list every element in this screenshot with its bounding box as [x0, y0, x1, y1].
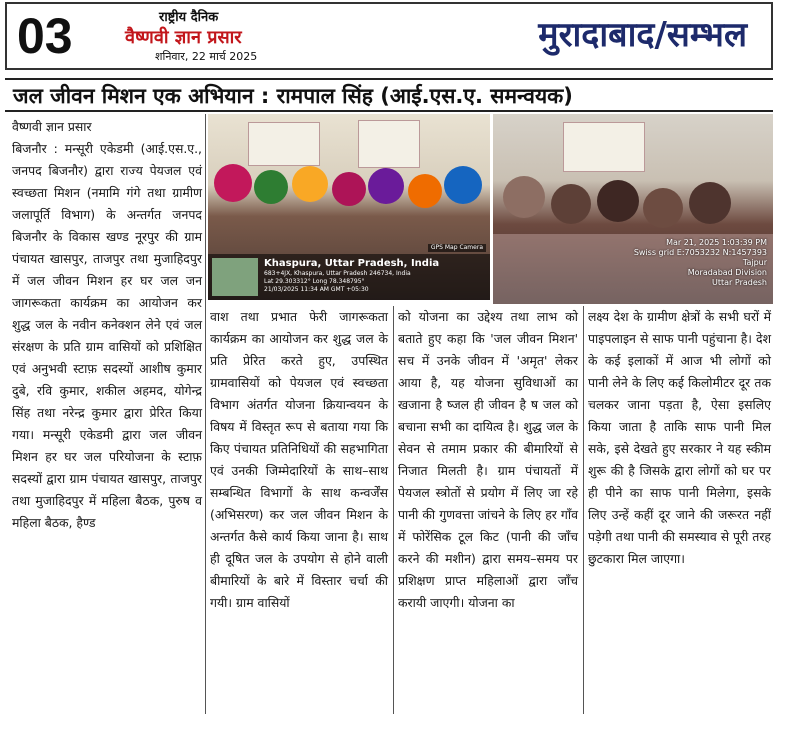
attendee	[597, 180, 639, 222]
map-thumbnail	[212, 258, 258, 296]
article-column-1	[12, 116, 202, 534]
photo-coordinates: Lat 29.303312° Long 78.348795°	[264, 278, 365, 285]
masthead	[5, 2, 773, 70]
column-rule	[583, 306, 584, 714]
attendee	[444, 166, 482, 204]
photo-address: 683+4JX, Khaspura, Uttar Pradesh 246734, India	[264, 270, 411, 277]
column-rule	[205, 114, 206, 714]
attendee	[254, 170, 288, 204]
issue-date: शनिवार, 22 मार्च 2025	[155, 50, 258, 63]
attendee	[551, 184, 591, 224]
wall-banner	[248, 122, 320, 166]
photo-2-division: Moradabad Division	[687, 268, 767, 277]
article-column-4: लक्ष्य देश के ग्रामीण क्षेत्रों के सभी घरों में पाइपलाइन से साफ पानी पहुंचाना है। देश के कई इलाकों में आज भी लोगों को पानी लेने के लिए कई किलोमीटर दूर तक चलकर जाना पड़ता है, ऐसा इसलिए किया जाता है ताकि साफ पानी मिल सके, इसे देखते हुए सरकार ने यह स्कीम शुरू की है जिसके द्वारा लोगों को घर पर ही पीने का साफ पानी मिलेगा, इसके लिए उन्हें कहीं दूर जाने की जरूरत नहीं पड़ेगी तथा पानी की समस्याव से पूरी तरह छुटकारा मिल जाएगा।	[588, 309, 771, 566]
headline-band	[5, 78, 773, 112]
paper-tagline: राष्ट्रीय दैनिक	[159, 10, 219, 25]
article-byline: वैष्णवी ज्ञान प्रसार	[12, 119, 92, 134]
column-rule	[393, 306, 394, 714]
event-photo-1	[208, 114, 490, 300]
article-headline: जल जीवन मिशन एक अभियान : रामपाल सिंह (आई.एस.ए. समन्वयक)	[13, 84, 573, 108]
photo-2-timestamp-overlay	[634, 238, 767, 288]
photo-timestamp: 21/03/2025 11:34 AM GMT +05:30	[264, 286, 369, 293]
photo-2-state: Uttar Pradesh	[712, 278, 767, 287]
wall-banner	[563, 122, 645, 172]
edition-title: मुरादाबाद/सम्भल	[538, 15, 747, 55]
attendee	[214, 164, 252, 202]
attendee	[292, 166, 328, 202]
photo-2-grid: Swiss grid E:7053232 N:1457393	[633, 248, 767, 257]
attendee	[408, 174, 442, 208]
wall-banner	[358, 120, 420, 168]
attendee	[643, 188, 683, 228]
page-number: 03	[17, 8, 73, 64]
article-column-3: को योजना का उद्देश्य तथा लाभ को बताते हुए कहा कि 'जल जीवन मिशन' सच में उनके जीवन में 'अमृत' लेकर आया है, यह योजना सुविधाओं का खजाना है ष्जल ही जीवन है ष जल को बचाना सभी का दायित्व है। शुद्ध जल के सेवन से तमाम प्रकार की बीमारियों से निजात मिलती है। ग्राम पंचायतों में पेयजल स्त्रोतों से प्रयोग में लिए जा रहे पानी की गुणवत्ता जांचने के लिए हर गाँव में फोरेंसिक टूल किट (पानी की जाँच करने की मशीन) द्वारा समय–समय पर प्रशिक्षण प्राप्त महिलाओं द्वारा जाँच करायी जाएगी। योजना का	[398, 309, 578, 610]
paper-name: वैष्णवी ज्ञान प्रसार	[125, 27, 242, 48]
event-photo-2	[493, 114, 773, 304]
attendee	[689, 182, 731, 224]
article-column-1-text: बिजनौर : मन्सूरी एकेडमी (आई.एस.ए., जनपद बिजनौर) द्वारा राज्य पेयजल एवं स्वच्छता मिशन (नमामि गंगे तथा ग्रामीण जलापूर्ति विभाग) के अन्तर्गत जनपद बिजनौर के विकास खण्ड नूरपुर की ग्राम पंचायत खासपुर, ताजपुर तथा मुजाहिदपुर में जल जीवन मिशन हर घर जल जन जागरूकता कार्यक्रम का आयोजन कर शुद्ध जल के नवीन कनेक्शन लेने एवं जल संरक्षण के प्रति ग्राम वासियों को प्रशिक्षित एवं अनुभवी स्टाफ़ सदस्यों आशीष कुमार दुबे, रवि कुमार, शकील अहमद, योगेन्द्र सिंह तथा नरेन्द्र कुमार द्वारा प्रेरित किया गया। मन्सूरी एकेडमी द्वारा जल जीवन मिशन हर घर जल परियोजना के स्टाफ़ सदस्यों द्वारा ग्राम पंचायत खासपुर, ताजपुर तथा मुजाहिदपुर में महिला बैठक, पुरुष व महिला बैठक, हैण्ड	[12, 141, 202, 530]
photo-2-timestamp: Mar 21, 2025 1:03:39 PM	[666, 238, 767, 247]
article-column-2: वाश तथा प्रभात फेरी जागरूकता कार्यक्रम का आयोजन कर शुद्ध जल के प्रति प्रेरित करते हुए, उपस्थित ग्रामवासियों को पेयजल एवं स्वच्छता विभाग अंतर्गत योजना क्रियान्वयन के विषय में विस्तृत रूप से बताया गया कि किए पंचायत प्रतिनिधियों की सहभागिता एवं उनकी जिम्मेदारियों के साथ–साथ सम्बन्धित विभागों के साथ कन्वर्जेंस (अभिसरण) कर जल जीवन मिशन के अन्तर्गत कैसे कार्य किया जाना है। साथ ही दूषित जल के उपयोग से होने वाली बीमारियों के बारे में विस्तार चर्चा की गयी। ग्राम वासियों	[210, 309, 388, 610]
geotag-overlay	[208, 244, 490, 300]
gps-camera-badge: GPS Map Camera	[428, 244, 486, 252]
attendee	[503, 176, 545, 218]
attendee	[332, 172, 366, 206]
photo-2-place: Tajpur	[742, 258, 767, 267]
photo-location: Khaspura, Uttar Pradesh, India	[264, 258, 440, 269]
attendee	[368, 168, 404, 204]
